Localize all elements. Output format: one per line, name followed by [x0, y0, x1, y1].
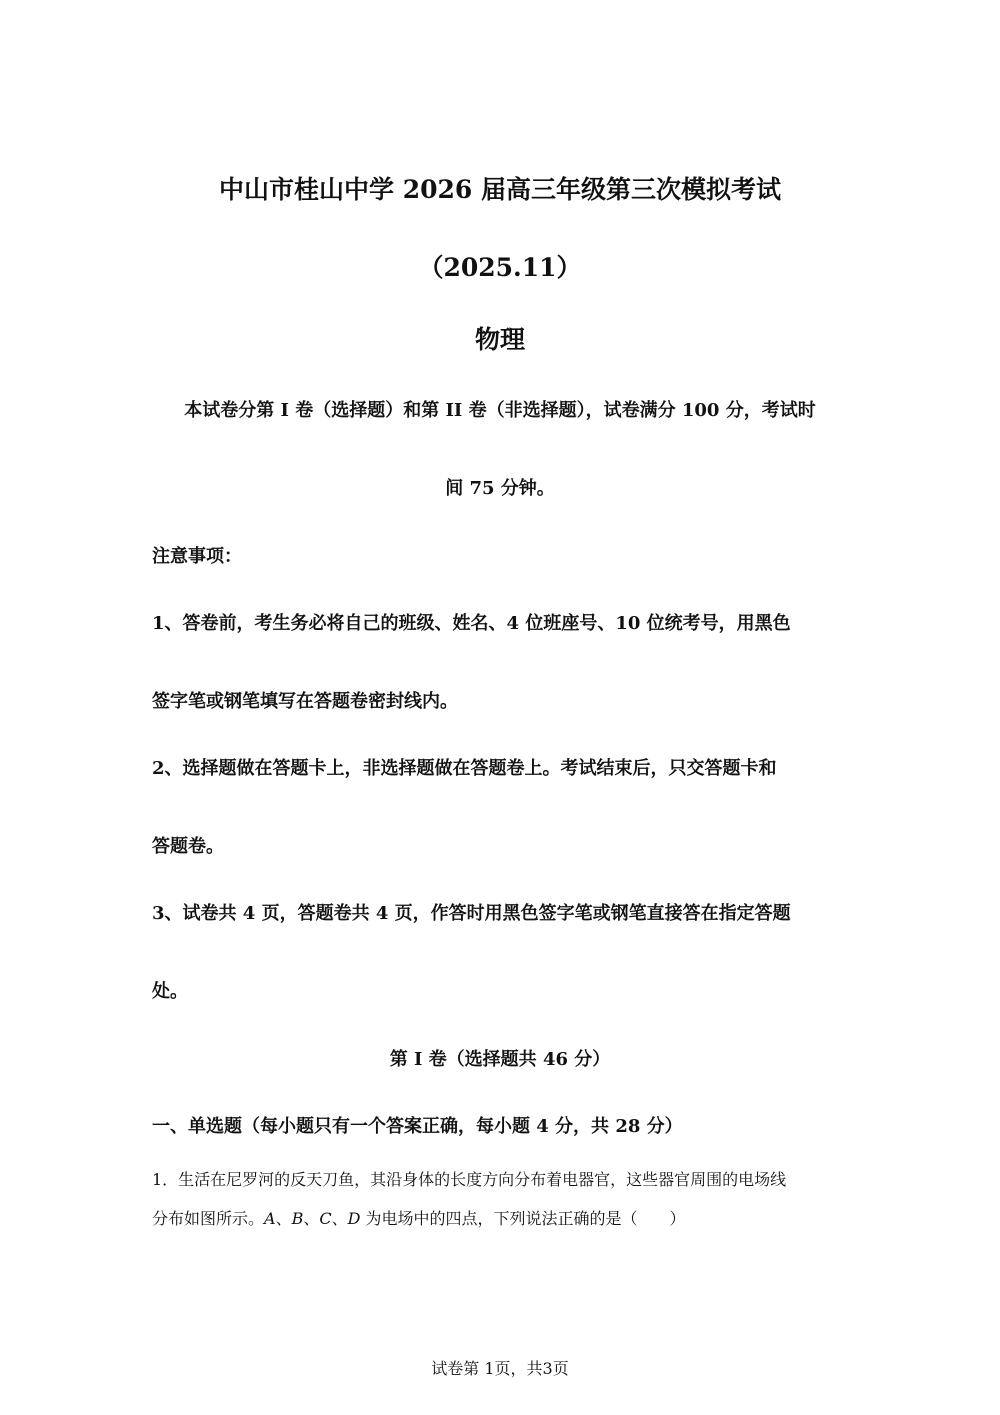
exam-title: 中山市桂山中学 2026 届高三年级第三次模拟考试 — [219, 175, 781, 204]
volume-1-heading: 第 I 卷（选择题共 46 分） — [389, 1049, 611, 1070]
question-1-suffix: 为电场中的四点，下列说法正确的是（ ） — [360, 1209, 686, 1228]
note-1-line-2: 签字笔或钢笔填写在答题卷密封线内。 — [152, 691, 458, 712]
notes-heading: 注意事项： — [152, 546, 242, 567]
note-1-line-1: 1、答卷前，考生务必将自己的班级、姓名、4 位班座号、10 位统考号，用黑色 — [152, 613, 791, 634]
point-c: C — [319, 1209, 332, 1228]
note-2-line-2: 答题卷。 — [152, 836, 224, 857]
separator: 、 — [303, 1209, 320, 1228]
note-3-line-1: 3、试卷共 4 页，答题卷共 4 页，作答时用黑色签字笔或钢笔直接答在指定答题 — [152, 903, 791, 924]
question-1-line-2 — [152, 1206, 686, 1229]
note-3-line-2: 处。 — [152, 981, 188, 1002]
separator: 、 — [331, 1209, 348, 1228]
question-1-prefix: 分布如图所示。 — [152, 1209, 265, 1228]
question-1-line-1: 1．生活在尼罗河的反天刀鱼，其沿身体的长度方向分布着电器官，这些器官周围的电场线 — [152, 1170, 787, 1189]
intro-line-2: 间 75 分钟。 — [445, 478, 555, 499]
point-d: D — [347, 1209, 361, 1228]
page-footer: 试卷第 1页，共3页 — [431, 1359, 569, 1378]
section-1-heading: 一、单选题（每小题只有一个答案正确，每小题 4 分，共 28 分） — [152, 1116, 683, 1137]
exam-subject: 物理 — [474, 325, 525, 354]
point-b: B — [291, 1209, 304, 1228]
separator: 、 — [275, 1209, 292, 1228]
intro-line-1: 本试卷分第 I 卷（选择题）和第 II 卷（非选择题），试卷满分 100 分，考试时 — [184, 400, 816, 421]
note-2-line-1: 2、选择题做在答题卡上，非选择题做在答题卷上。考试结束后，只交答题卡和 — [152, 758, 777, 779]
point-a: A — [264, 1209, 276, 1228]
exam-date: （2025.11） — [418, 253, 582, 282]
